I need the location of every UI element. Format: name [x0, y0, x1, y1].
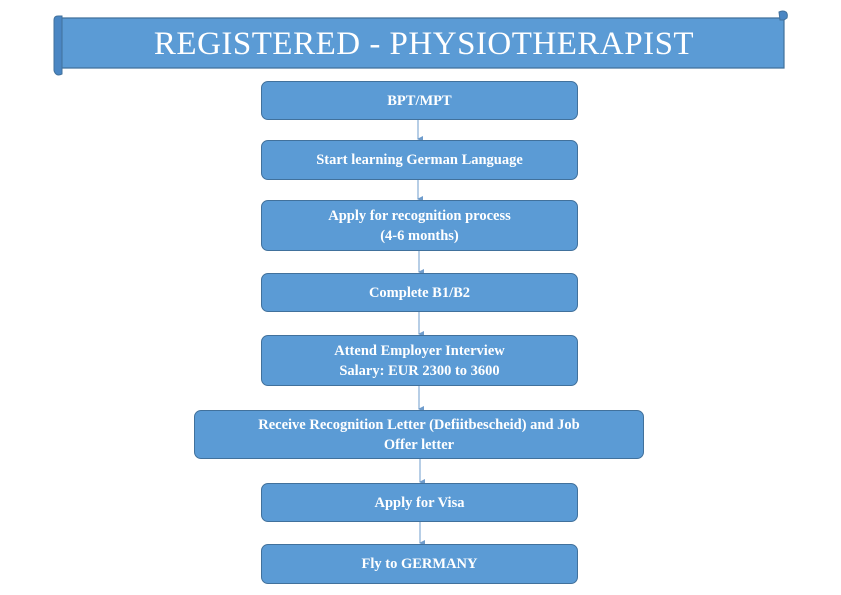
page-title: REGISTERED - PHYSIOTHERAPIST: [153, 25, 695, 62]
step-7-line-1: Apply for Visa: [374, 494, 465, 511]
step-box-3: [261, 200, 578, 251]
step-6-line-2: Offer letter: [383, 436, 455, 453]
step-6-line-1: Receive Recognition Letter (Defiitbescheid) and Job: [258, 416, 580, 433]
step-5-line-1: Attend Employer Interview: [334, 342, 505, 359]
step-5-line-2: Salary: EUR 2300 to 3600: [339, 362, 500, 379]
step-3-line-1: Apply for recognition process: [328, 207, 511, 224]
step-box-4: [261, 273, 578, 312]
step-4-line-1: Complete B1/B2: [368, 284, 471, 301]
step-box-2: [261, 140, 578, 180]
step-box-6: [194, 410, 644, 459]
step-box-5: [261, 335, 578, 386]
step-3-line-2: (4-6 months): [380, 227, 459, 244]
step-box-8: [261, 544, 578, 584]
step-1-line-1: BPT/MPT: [387, 92, 452, 109]
step-2-line-1: Start learning German Language: [316, 152, 523, 168]
step-box-1: [261, 81, 578, 120]
step-8-line-1: Fly to GERMANY: [361, 556, 478, 572]
step-box-7: [261, 483, 578, 522]
